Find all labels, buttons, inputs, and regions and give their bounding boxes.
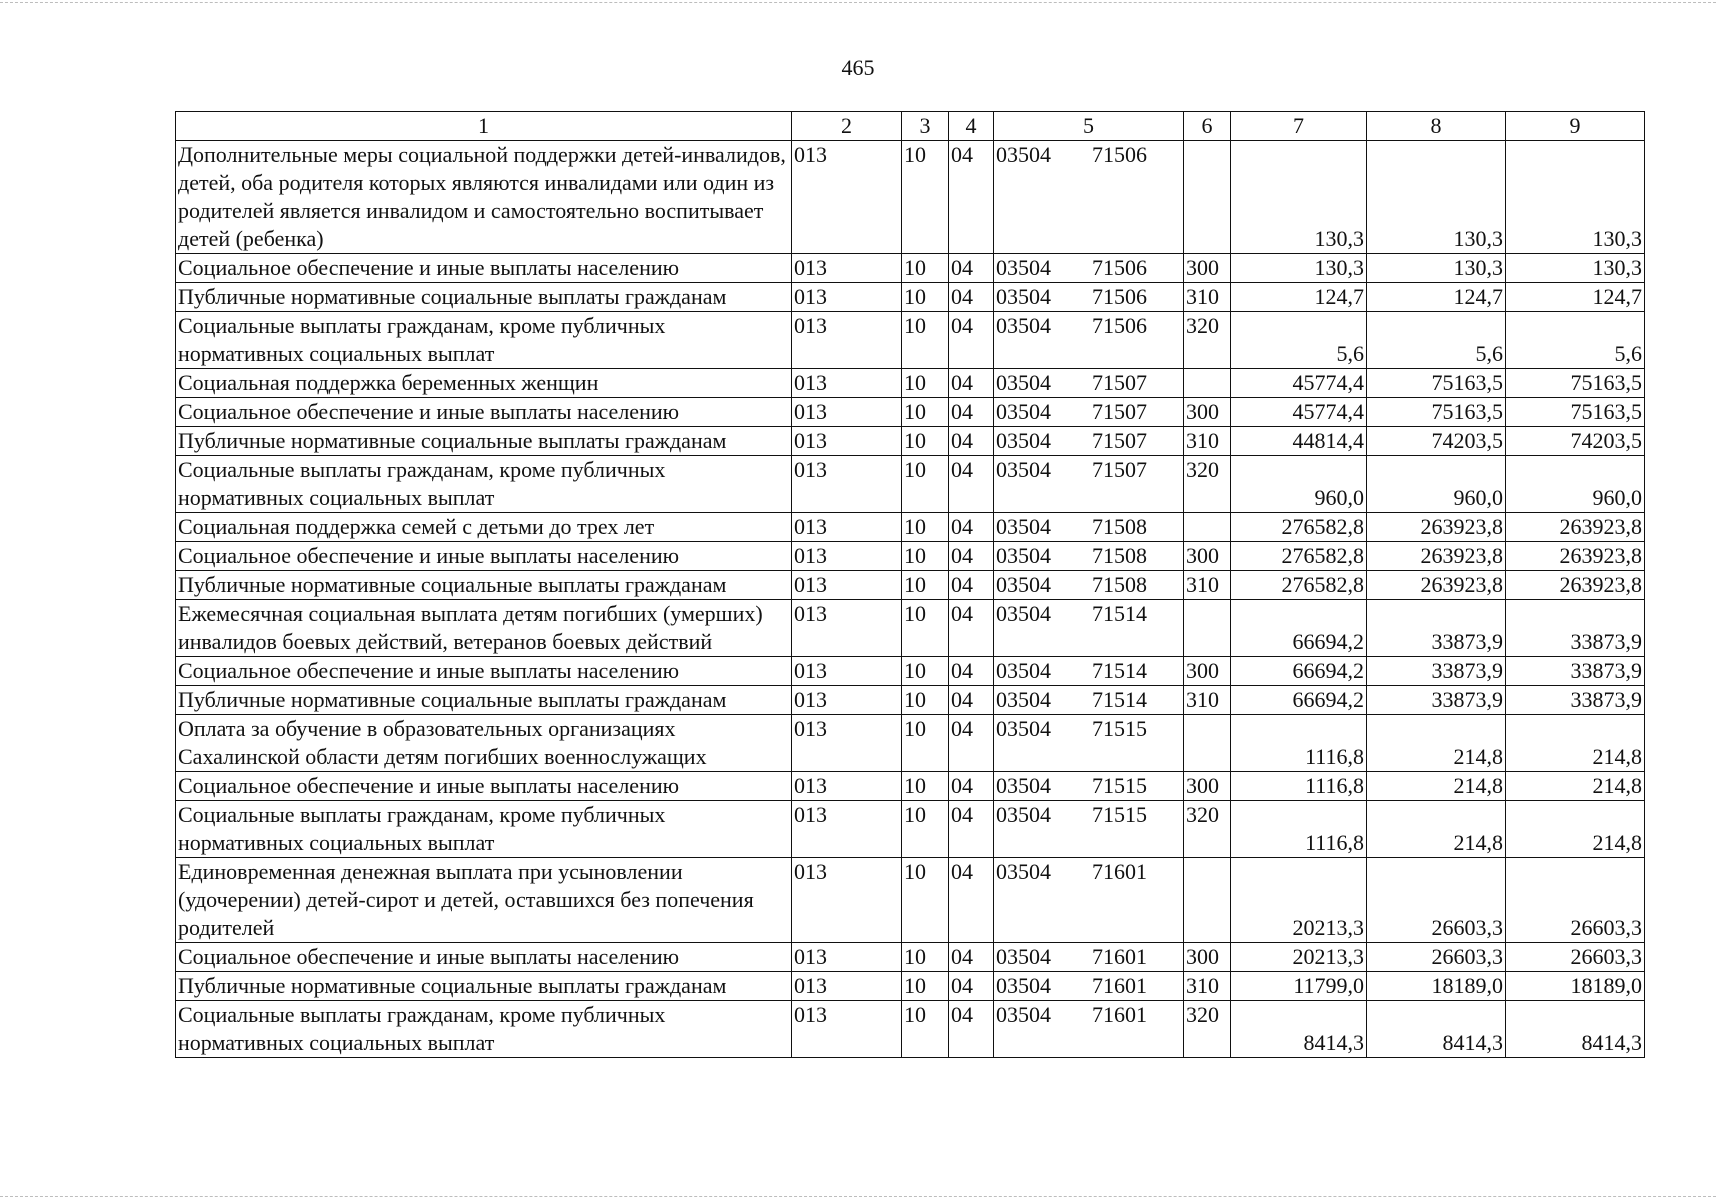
header-col-2: 2 <box>792 112 902 141</box>
row-amount-col-8: 130,3 <box>1367 141 1506 254</box>
row-amount-col-7: 66694,2 <box>1231 600 1367 657</box>
row-amount-col-7: 276582,8 <box>1231 571 1367 600</box>
row-amount-col-8: 263923,8 <box>1367 513 1506 542</box>
row-amount-col-9: 263923,8 <box>1506 542 1645 571</box>
row-section-code: 10 <box>902 141 949 254</box>
row-section-code: 10 <box>902 686 949 715</box>
row-ministry-code: 013 <box>792 772 902 801</box>
row-target-article-direction: 71514 <box>1092 687 1147 712</box>
row-amount-col-8: 33873,9 <box>1367 600 1506 657</box>
row-section-code: 10 <box>902 254 949 283</box>
row-subsection-code: 04 <box>949 398 994 427</box>
row-section-code: 10 <box>902 283 949 312</box>
row-amount-col-8: 75163,5 <box>1367 398 1506 427</box>
row-amount-col-9: 74203,5 <box>1506 427 1645 456</box>
row-name: Публичные нормативные социальные выплаты гражданам <box>176 571 792 600</box>
table-row <box>176 657 1645 686</box>
row-target-article-direction: 71507 <box>1092 428 1147 453</box>
row-subsection-code: 04 <box>949 772 994 801</box>
row-name: Социальные выплаты гражданам, кроме публичных нормативных социальных выплат <box>176 456 792 513</box>
row-section-code: 10 <box>902 943 949 972</box>
row-name: Оплата за обучение в образовательных организациях Сахалинской области детям погибших военнослужащих <box>176 715 792 772</box>
row-section-code: 10 <box>902 571 949 600</box>
row-section-code: 10 <box>902 427 949 456</box>
row-target-article-direction: 71601 <box>1092 973 1147 998</box>
row-target-article-program: 03504 <box>996 1002 1051 1027</box>
row-expense-type: 310 <box>1184 427 1231 456</box>
row-amount-col-9: 214,8 <box>1506 801 1645 858</box>
row-amount-col-8: 214,8 <box>1367 715 1506 772</box>
row-target-article-direction: 71515 <box>1092 773 1147 798</box>
row-target-article <box>994 254 1184 283</box>
row-subsection-code: 04 <box>949 571 994 600</box>
row-amount-col-9: 75163,5 <box>1506 398 1645 427</box>
row-target-article <box>994 427 1184 456</box>
row-subsection-code: 04 <box>949 283 994 312</box>
row-amount-col-9: 33873,9 <box>1506 600 1645 657</box>
row-target-article <box>994 398 1184 427</box>
table-row <box>176 686 1645 715</box>
row-subsection-code: 04 <box>949 427 994 456</box>
row-amount-col-7: 124,7 <box>1231 283 1367 312</box>
row-target-article-program: 03504 <box>996 255 1051 280</box>
row-name: Социальное обеспечение и иные выплаты населению <box>176 657 792 686</box>
row-ministry-code: 013 <box>792 141 902 254</box>
row-target-article-direction: 71515 <box>1092 802 1147 827</box>
row-target-article <box>994 686 1184 715</box>
row-subsection-code: 04 <box>949 141 994 254</box>
row-target-article-program: 03504 <box>996 716 1051 741</box>
row-expense-type: 310 <box>1184 972 1231 1001</box>
row-amount-col-7: 130,3 <box>1231 254 1367 283</box>
row-target-article <box>994 657 1184 686</box>
table-row <box>176 571 1645 600</box>
row-amount-col-7: 44814,4 <box>1231 427 1367 456</box>
budget-table <box>175 111 1645 1058</box>
table-body <box>176 141 1645 1058</box>
row-subsection-code: 04 <box>949 456 994 513</box>
row-amount-col-9: 960,0 <box>1506 456 1645 513</box>
row-amount-col-9: 214,8 <box>1506 715 1645 772</box>
row-target-article-program: 03504 <box>996 687 1051 712</box>
row-target-article-program: 03504 <box>996 572 1051 597</box>
table-row <box>176 715 1645 772</box>
row-amount-col-8: 263923,8 <box>1367 542 1506 571</box>
row-section-code: 10 <box>902 858 949 943</box>
row-expense-type: 300 <box>1184 657 1231 686</box>
row-ministry-code: 013 <box>792 1001 902 1058</box>
row-section-code: 10 <box>902 312 949 369</box>
row-target-article-program: 03504 <box>996 457 1051 482</box>
row-target-article-direction: 71514 <box>1092 601 1147 626</box>
header-col-4: 4 <box>949 112 994 141</box>
row-section-code: 10 <box>902 972 949 1001</box>
row-target-article <box>994 715 1184 772</box>
row-target-article <box>994 513 1184 542</box>
row-expense-type <box>1184 141 1231 254</box>
row-amount-col-7: 8414,3 <box>1231 1001 1367 1058</box>
row-amount-col-8: 124,7 <box>1367 283 1506 312</box>
row-amount-col-7: 276582,8 <box>1231 513 1367 542</box>
budget-table-container <box>175 111 1645 1058</box>
row-target-article-direction: 71601 <box>1092 944 1147 969</box>
row-name: Социальные выплаты гражданам, кроме публичных нормативных социальных выплат <box>176 1001 792 1058</box>
row-amount-col-9: 26603,3 <box>1506 858 1645 943</box>
row-ministry-code: 013 <box>792 943 902 972</box>
table-row <box>176 369 1645 398</box>
row-amount-col-7: 45774,4 <box>1231 369 1367 398</box>
table-row <box>176 398 1645 427</box>
row-name: Публичные нормативные социальные выплаты гражданам <box>176 427 792 456</box>
row-amount-col-7: 5,6 <box>1231 312 1367 369</box>
row-target-article-program: 03504 <box>996 313 1051 338</box>
row-ministry-code: 013 <box>792 312 902 369</box>
row-expense-type: 300 <box>1184 943 1231 972</box>
row-section-code: 10 <box>902 801 949 858</box>
row-ministry-code: 013 <box>792 801 902 858</box>
row-target-article-program: 03504 <box>996 859 1051 884</box>
row-name: Публичные нормативные социальные выплаты гражданам <box>176 283 792 312</box>
header-col-1: 1 <box>176 112 792 141</box>
row-section-code: 10 <box>902 600 949 657</box>
header-col-8: 8 <box>1367 112 1506 141</box>
table-row <box>176 283 1645 312</box>
row-target-article <box>994 801 1184 858</box>
row-target-article-program: 03504 <box>996 944 1051 969</box>
row-subsection-code: 04 <box>949 715 994 772</box>
row-ministry-code: 013 <box>792 369 902 398</box>
row-expense-type: 310 <box>1184 686 1231 715</box>
row-amount-col-7: 45774,4 <box>1231 398 1367 427</box>
row-name: Социальное обеспечение и иные выплаты населению <box>176 398 792 427</box>
row-ministry-code: 013 <box>792 571 902 600</box>
row-target-article-direction: 71507 <box>1092 399 1147 424</box>
row-target-article-direction: 71601 <box>1092 1002 1147 1027</box>
row-ministry-code: 013 <box>792 715 902 772</box>
row-target-article-program: 03504 <box>996 399 1051 424</box>
row-name: Социальная поддержка семей с детьми до трех лет <box>176 513 792 542</box>
row-amount-col-9: 263923,8 <box>1506 513 1645 542</box>
row-expense-type: 320 <box>1184 1001 1231 1058</box>
row-ministry-code: 013 <box>792 686 902 715</box>
row-amount-col-8: 26603,3 <box>1367 858 1506 943</box>
row-expense-type: 300 <box>1184 254 1231 283</box>
row-subsection-code: 04 <box>949 513 994 542</box>
row-name: Социальные выплаты гражданам, кроме публичных нормативных социальных выплат <box>176 801 792 858</box>
row-subsection-code: 04 <box>949 972 994 1001</box>
row-section-code: 10 <box>902 513 949 542</box>
row-amount-col-9: 124,7 <box>1506 283 1645 312</box>
row-subsection-code: 04 <box>949 600 994 657</box>
row-target-article-direction: 71515 <box>1092 716 1147 741</box>
table-row <box>176 858 1645 943</box>
row-target-article-direction: 71506 <box>1092 142 1147 167</box>
row-ministry-code: 013 <box>792 542 902 571</box>
row-amount-col-9: 8414,3 <box>1506 1001 1645 1058</box>
row-section-code: 10 <box>902 369 949 398</box>
table-row <box>176 1001 1645 1058</box>
row-expense-type: 300 <box>1184 772 1231 801</box>
row-name: Публичные нормативные социальные выплаты гражданам <box>176 686 792 715</box>
row-amount-col-7: 1116,8 <box>1231 801 1367 858</box>
row-amount-col-9: 263923,8 <box>1506 571 1645 600</box>
table-row <box>176 456 1645 513</box>
row-amount-col-9: 33873,9 <box>1506 686 1645 715</box>
row-target-article <box>994 456 1184 513</box>
row-amount-col-7: 20213,3 <box>1231 858 1367 943</box>
row-amount-col-8: 214,8 <box>1367 801 1506 858</box>
row-amount-col-7: 276582,8 <box>1231 542 1367 571</box>
row-target-article-direction: 71506 <box>1092 255 1147 280</box>
row-target-article-program: 03504 <box>996 543 1051 568</box>
row-amount-col-9: 5,6 <box>1506 312 1645 369</box>
row-subsection-code: 04 <box>949 858 994 943</box>
row-target-article <box>994 1001 1184 1058</box>
row-subsection-code: 04 <box>949 254 994 283</box>
row-ministry-code: 013 <box>792 513 902 542</box>
row-amount-col-7: 960,0 <box>1231 456 1367 513</box>
row-target-article <box>994 972 1184 1001</box>
row-target-article-program: 03504 <box>996 514 1051 539</box>
row-target-article <box>994 772 1184 801</box>
row-target-article-direction: 71514 <box>1092 658 1147 683</box>
row-target-article <box>994 141 1184 254</box>
table-row <box>176 772 1645 801</box>
row-expense-type: 320 <box>1184 456 1231 513</box>
header-col-6: 6 <box>1184 112 1231 141</box>
row-name: Социальное обеспечение и иные выплаты населению <box>176 542 792 571</box>
row-target-article-program: 03504 <box>996 284 1051 309</box>
table-row <box>176 254 1645 283</box>
row-target-article-direction: 71506 <box>1092 284 1147 309</box>
row-subsection-code: 04 <box>949 542 994 571</box>
row-name: Социальная поддержка беременных женщин <box>176 369 792 398</box>
row-subsection-code: 04 <box>949 686 994 715</box>
row-expense-type <box>1184 369 1231 398</box>
row-ministry-code: 013 <box>792 427 902 456</box>
row-section-code: 10 <box>902 715 949 772</box>
row-section-code: 10 <box>902 772 949 801</box>
row-amount-col-7: 1116,8 <box>1231 715 1367 772</box>
header-col-5: 5 <box>994 112 1184 141</box>
row-expense-type: 320 <box>1184 801 1231 858</box>
row-name: Единовременная денежная выплата при усыновлении (удочерении) детей-сирот и детей, оставшихся без попечения родителей <box>176 858 792 943</box>
row-target-article <box>994 943 1184 972</box>
row-amount-col-8: 960,0 <box>1367 456 1506 513</box>
row-target-article <box>994 858 1184 943</box>
row-target-article <box>994 312 1184 369</box>
row-section-code: 10 <box>902 542 949 571</box>
row-amount-col-8: 214,8 <box>1367 772 1506 801</box>
row-amount-col-8: 33873,9 <box>1367 657 1506 686</box>
row-target-article-program: 03504 <box>996 142 1051 167</box>
row-name: Публичные нормативные социальные выплаты гражданам <box>176 972 792 1001</box>
row-target-article <box>994 283 1184 312</box>
row-subsection-code: 04 <box>949 312 994 369</box>
row-target-article-program: 03504 <box>996 601 1051 626</box>
row-target-article-direction: 71508 <box>1092 572 1147 597</box>
row-amount-col-9: 26603,3 <box>1506 943 1645 972</box>
row-subsection-code: 04 <box>949 943 994 972</box>
row-name: Социальное обеспечение и иные выплаты населению <box>176 254 792 283</box>
table-row <box>176 312 1645 369</box>
row-name: Социальное обеспечение и иные выплаты населению <box>176 943 792 972</box>
table-row <box>176 542 1645 571</box>
row-target-article-program: 03504 <box>996 773 1051 798</box>
row-amount-col-8: 263923,8 <box>1367 571 1506 600</box>
row-expense-type: 310 <box>1184 283 1231 312</box>
row-target-article-program: 03504 <box>996 370 1051 395</box>
row-ministry-code: 013 <box>792 972 902 1001</box>
row-expense-type <box>1184 513 1231 542</box>
row-amount-col-8: 5,6 <box>1367 312 1506 369</box>
row-target-article <box>994 571 1184 600</box>
row-name: Социальные выплаты гражданам, кроме публичных нормативных социальных выплат <box>176 312 792 369</box>
header-col-7: 7 <box>1231 112 1367 141</box>
row-section-code: 10 <box>902 456 949 513</box>
row-section-code: 10 <box>902 398 949 427</box>
bottom-scan-edge <box>0 1196 1716 1197</box>
row-target-article-direction: 71508 <box>1092 514 1147 539</box>
row-target-article-direction: 71601 <box>1092 859 1147 884</box>
row-amount-col-8: 8414,3 <box>1367 1001 1506 1058</box>
row-section-code: 10 <box>902 1001 949 1058</box>
row-ministry-code: 013 <box>792 254 902 283</box>
row-ministry-code: 013 <box>792 600 902 657</box>
row-target-article-program: 03504 <box>996 973 1051 998</box>
table-row <box>176 513 1645 542</box>
row-amount-col-9: 33873,9 <box>1506 657 1645 686</box>
row-amount-col-8: 33873,9 <box>1367 686 1506 715</box>
row-ministry-code: 013 <box>792 456 902 513</box>
row-amount-col-9: 75163,5 <box>1506 369 1645 398</box>
row-expense-type: 300 <box>1184 542 1231 571</box>
row-ministry-code: 013 <box>792 283 902 312</box>
header-col-9: 9 <box>1506 112 1645 141</box>
row-name: Социальное обеспечение и иные выплаты населению <box>176 772 792 801</box>
row-ministry-code: 013 <box>792 657 902 686</box>
row-amount-col-9: 18189,0 <box>1506 972 1645 1001</box>
page-number: 465 <box>841 55 875 80</box>
row-target-article <box>994 369 1184 398</box>
row-target-article <box>994 542 1184 571</box>
table-row <box>176 972 1645 1001</box>
row-expense-type: 310 <box>1184 571 1231 600</box>
row-amount-col-7: 66694,2 <box>1231 657 1367 686</box>
row-target-article <box>994 600 1184 657</box>
row-name: Дополнительные меры социальной поддержки детей-инвалидов, детей, оба родителя которых являются инвалидами или один из родителей является инвалидом и самостоятельно воспитывает детей (ребенка) <box>176 141 792 254</box>
row-subsection-code: 04 <box>949 369 994 398</box>
row-target-article-direction: 71507 <box>1092 457 1147 482</box>
row-target-article-program: 03504 <box>996 658 1051 683</box>
row-amount-col-7: 11799,0 <box>1231 972 1367 1001</box>
row-subsection-code: 04 <box>949 657 994 686</box>
row-target-article-direction: 71507 <box>1092 370 1147 395</box>
row-amount-col-9: 130,3 <box>1506 141 1645 254</box>
table-row <box>176 141 1645 254</box>
column-number-header <box>176 112 1645 141</box>
row-subsection-code: 04 <box>949 1001 994 1058</box>
row-amount-col-7: 130,3 <box>1231 141 1367 254</box>
row-ministry-code: 013 <box>792 858 902 943</box>
table-row <box>176 943 1645 972</box>
row-amount-col-7: 1116,8 <box>1231 772 1367 801</box>
row-ministry-code: 013 <box>792 398 902 427</box>
row-section-code: 10 <box>902 657 949 686</box>
row-amount-col-8: 75163,5 <box>1367 369 1506 398</box>
row-amount-col-7: 66694,2 <box>1231 686 1367 715</box>
header-col-3: 3 <box>902 112 949 141</box>
row-amount-col-8: 18189,0 <box>1367 972 1506 1001</box>
row-amount-col-9: 130,3 <box>1506 254 1645 283</box>
table-row <box>176 600 1645 657</box>
row-amount-col-8: 130,3 <box>1367 254 1506 283</box>
row-subsection-code: 04 <box>949 801 994 858</box>
row-amount-col-7: 20213,3 <box>1231 943 1367 972</box>
row-amount-col-8: 26603,3 <box>1367 943 1506 972</box>
row-expense-type: 320 <box>1184 312 1231 369</box>
row-expense-type: 300 <box>1184 398 1231 427</box>
row-amount-col-8: 74203,5 <box>1367 427 1506 456</box>
top-scan-edge <box>0 2 1716 3</box>
table-row <box>176 427 1645 456</box>
row-target-article-direction: 71506 <box>1092 313 1147 338</box>
row-name: Ежемесячная социальная выплата детям погибших (умерших) инвалидов боевых действий, ветеранов боевых действий <box>176 600 792 657</box>
row-target-article-direction: 71508 <box>1092 543 1147 568</box>
row-expense-type <box>1184 858 1231 943</box>
row-expense-type <box>1184 715 1231 772</box>
row-target-article-program: 03504 <box>996 802 1051 827</box>
row-expense-type <box>1184 600 1231 657</box>
row-amount-col-9: 214,8 <box>1506 772 1645 801</box>
row-target-article-program: 03504 <box>996 428 1051 453</box>
table-row <box>176 801 1645 858</box>
